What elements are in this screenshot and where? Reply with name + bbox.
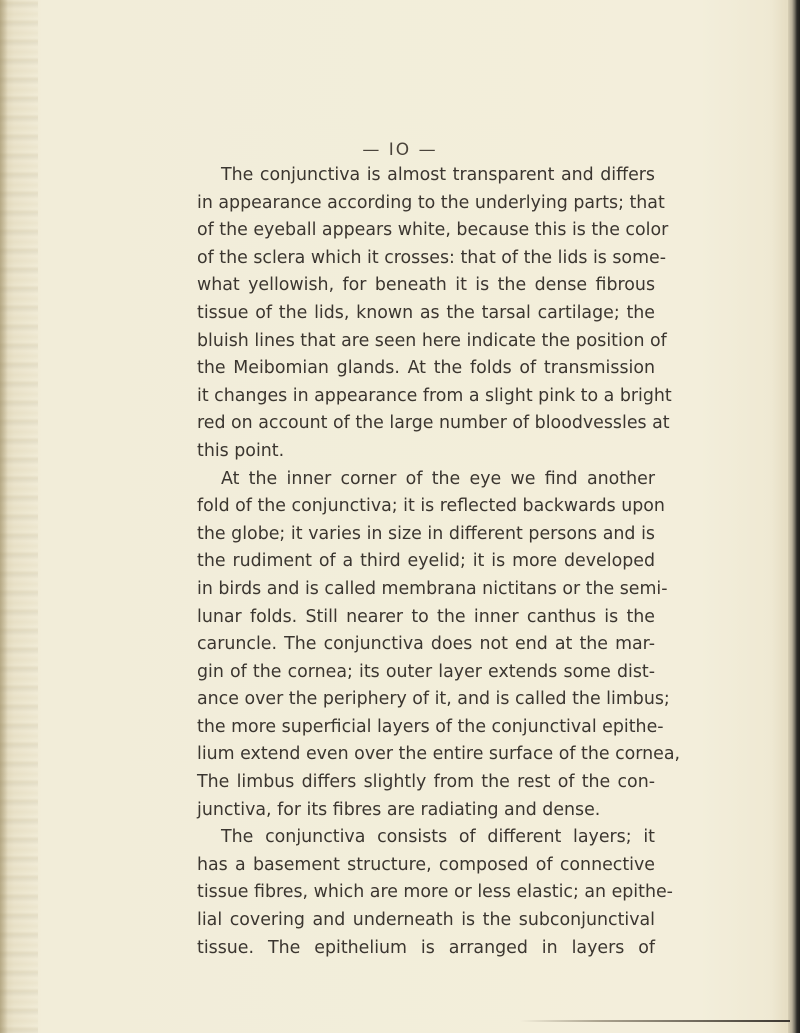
- text-line: this point.: [197, 440, 285, 461]
- text-line: lial covering and underneath is the subconjunctival: [197, 910, 655, 931]
- text-line: of the sclera which it crosses: that of the lids is some-: [197, 247, 666, 268]
- text-line: the more superficial layers of the conjunctival epithe-: [197, 716, 664, 737]
- text-line: The conjunctiva consists of different layers; it: [221, 827, 655, 848]
- text-line: gin of the cornea; its outer layer extends some dist-: [197, 661, 655, 682]
- page-bottom-edge: [520, 1020, 790, 1022]
- text-line: the globe; it varies in size in different persons and is: [197, 523, 655, 544]
- text-line: junctiva, for its fibres are radiating and dense.: [197, 799, 601, 820]
- text-line: in appearance according to the underlying parts; that: [197, 192, 665, 213]
- text-line: tissue of the lids, known as the tarsal cartilage; the: [197, 302, 655, 323]
- text-line: The limbus differs slightly from the rest of the con-: [197, 772, 655, 793]
- text-line: it changes in appearance from a slight pink to a bright: [197, 385, 672, 406]
- text-line: lium extend even over the entire surface of the cornea,: [197, 744, 681, 765]
- text-line: tissue. The epithelium is arranged in layers of: [197, 937, 655, 958]
- text-line: of the eyeball appears white, because this is the color: [197, 220, 669, 241]
- text-line: The conjunctiva is almost transparent and differs: [221, 165, 655, 185]
- text-line: the Meibomian glands. At the folds of transmission: [197, 358, 655, 379]
- text-line: lunar folds. Still nearer to the inner canthus is the: [197, 606, 655, 627]
- page-number: — IO —: [362, 140, 438, 160]
- text-line: the rudiment of a third eyelid; it is more developed: [197, 551, 655, 572]
- text-line: has a basement structure, composed of connective: [197, 854, 655, 875]
- text-line: caruncle. The conjunctiva does not end at the mar-: [197, 634, 655, 655]
- text-line: ance over the periphery of it, and is called the limbus;: [197, 689, 670, 710]
- text-line: fold of the conjunctiva; it is reflected backwards upon: [197, 496, 665, 517]
- body-text: [197, 162, 681, 962]
- text-line: what yellowish, for beneath it is the dense fibrous: [197, 275, 655, 296]
- text-line: bluish lines that are seen here indicate the position of: [197, 330, 667, 351]
- text-line: in birds and is called membrana nictitans or the semi-: [197, 578, 668, 599]
- text-line: tissue fibres, which are more or less elastic; an epithe-: [197, 882, 673, 903]
- text-line: At the inner corner of the eye we find another: [221, 468, 655, 489]
- text-line: red on account of the large number of bloodvessles at: [197, 413, 670, 434]
